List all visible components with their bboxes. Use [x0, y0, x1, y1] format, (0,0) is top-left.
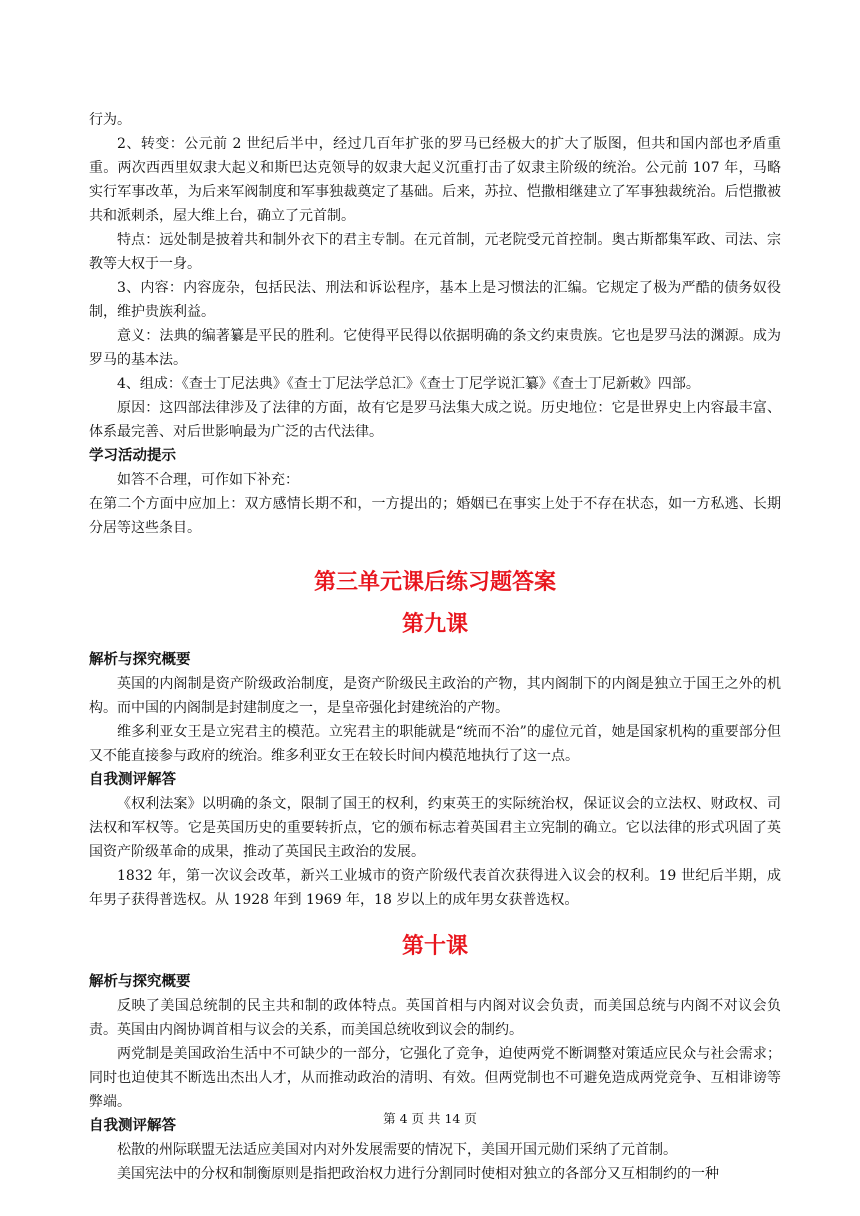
document-body: [89, 108, 781, 1186]
paragraph: 4、组成：《查士丁尼法典》《查士丁尼法学总汇》《查士丁尼学说汇纂》《查士丁尼新敕》四部。: [117, 376, 700, 392]
section-heading: 解析与探究概要: [89, 652, 191, 668]
lesson-title: 第九课: [401, 612, 468, 637]
paragraph: 英国的内阁制是资产阶级政治制度，是资产阶级民主政治的产物，其内阁制下的内阁是独立于国王之外的机构。而中国的内阁制是封建制度之一，是皇帝强化封建统治的产物。: [89, 676, 781, 716]
paragraph: 意义：法典的编著纂是平民的胜利。它使得平民得以依据明确的条文约束贵族。它也是罗马法的渊源。成为罗马的基本法。: [89, 328, 781, 368]
section-heading: 学习活动提示: [89, 448, 176, 464]
section-heading: 自我测评解答: [89, 772, 176, 788]
paragraph: 美国宪法中的分权和制衡原则是指把政治权力进行分割同时使相对独立的各部分又互相制约的一种: [117, 1166, 719, 1182]
paragraph: 行为。: [89, 112, 131, 128]
paragraph: 维多利亚女王是立宪君主的模范。立宪君主的职能就是“统而不治”的虚位元首，她是国家机构的重要部分但又不能直接参与政府的统治。维多利亚女王在较长时间内模范地执行了这一点。: [89, 724, 781, 764]
unit-title: 第三单元课后练习题答案: [313, 570, 556, 595]
paragraph: 松散的州际联盟无法适应美国对内对外发展需要的情况下，美国开国元勋们采纳了元首制。: [117, 1142, 677, 1158]
paragraph: 特点：远处制是披着共和制外衣下的君主专制。在元首制，元老院受元首控制。奥古斯都集军政、司法、宗教等大权于一身。: [89, 232, 781, 272]
paragraph: 在第二个方面中应加上：双方感情长期不和，一方提出的；婚姻已在事实上处于不存在状态，如一方私逃、长期分居等这些条目。: [89, 496, 781, 536]
paragraph: 3、内容：内容庞杂，包括民法、刑法和诉讼程序，基本上是习惯法的汇编。它规定了极为严酷的债务奴役制，维护贵族利益。: [89, 280, 781, 320]
paragraph: 两党制是美国政治生活中不可缺少的一部分，它强化了竞争，迫使两党不断调整对策适应民众与社会需求；同时也迫使其不断选出杰出人才，从而推动政治的清明、有效。但两党制也不可避免造成两党竞争、互相诽谤等弊端。: [89, 1046, 781, 1110]
lesson-title: 第十课: [401, 934, 468, 959]
paragraph: 2、转变：公元前 2 世纪后半中，经过几百年扩张的罗马已经极大的扩大了版图，但共和国内部也矛盾重重。两次西西里奴隶大起义和斯巴达克领导的奴隶大起义沉重打击了奴隶主阶级的统治。公元前 107 年，马略实行军事改革，为后来军阀制度和军事独裁奠定了基础。后来，苏拉、恺撒相继建立了军事独裁统治。后恺撒被共和派刺杀，屋大维上台，确立了元首制。: [89, 136, 781, 224]
section-heading: 解析与探究概要: [89, 974, 191, 990]
paragraph: 1832 年，第一次议会改革，新兴工业城市的资产阶级代表首次获得进入议会的权利。19 世纪后半期，成年男子获得普选权。从 1928 年到 1969 年，18 岁以上的成年男女获普选权。: [89, 868, 781, 908]
paragraph: 如答不合理，可作如下补充：: [117, 472, 299, 488]
paragraph: 《权利法案》以明确的条文，限制了国王的权利，约束英王的实际统治权，保证议会的立法权、财政权、司法权和军权等。它是英国历史的重要转折点，它的颁布标志着英国君主立宪制的确立。它以法律的形式巩固了英国资产阶级革命的成果，推动了英国民主政治的发展。: [89, 796, 781, 860]
page-footer: 第 4 页 共 14 页: [383, 1111, 477, 1126]
paragraph: 反映了美国总统制的民主共和制的政体特点。英国首相与内阁对议会负责，而美国总统与内阁不对议会负责。英国由内阁协调首相与议会的关系，而美国总统收到议会的制约。: [89, 998, 781, 1038]
section-heading: 自我测评解答: [89, 1118, 176, 1134]
paragraph: 原因：这四部法律涉及了法律的方面，故有它是罗马法集大成之说。历史地位：它是世界史上内容最丰富、体系最完善、对后世影响最为广泛的古代法律。: [89, 400, 781, 440]
